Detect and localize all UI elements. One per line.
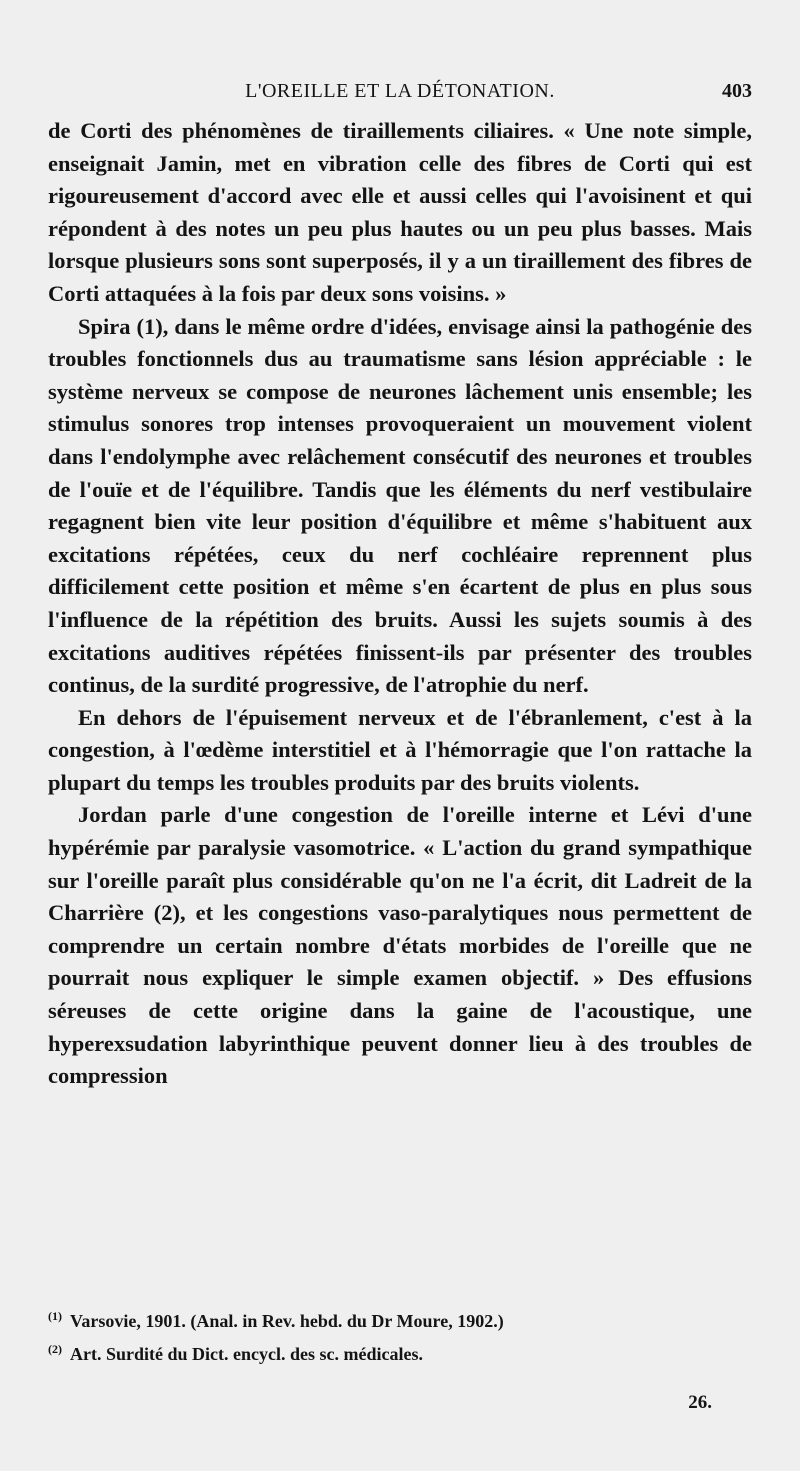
footnote — [48, 1335, 752, 1368]
footnote — [48, 1302, 752, 1335]
page-number: 403 — [722, 80, 752, 102]
footnotes — [48, 1302, 752, 1368]
page-header — [48, 80, 752, 110]
paragraph: Spira (1), dans le même ordre d'idées, envisage ainsi la pathogénie des troubles fonctionnels dus au traumatisme sans lésion appréciable : le système nerveux se compose de neurones lâchement unis ensemble; les stimulus sonores trop intenses provoqueraient un mouvement violent dans l'endolymphe avec relâchement consécutif des neurones et troubles de l'ouïe et de l'équilibre. Tandis que les éléments du nerf vestibulaire regagnent bien vite leur position d'équilibre et même s'habituent aux excitations répétées, ceux du nerf cochléaire reprennent plus difficilement cette position et même s'en écartent de plus en plus sous l'influence de la répétition des bruits. Aussi les sujets soumis à des excitations auditives répétées finissent-ils par présenter des troubles continus, de la surdité progressive, de l'atrophie du nerf. — [48, 313, 752, 698]
body-text — [48, 115, 752, 1093]
paragraph: Jordan parle d'une congestion de l'oreille interne et Lévi d'une hypérémie par paralysie vasomotrice. « L'action du grand sympathique sur l'oreille paraît plus considérable qu'on ne l'a écrit, dit Ladreit de la Charrière (2), et les congestions vaso-paralytiques nous permettent de comprendre un certain nombre d'états morbides de l'oreille que ne pourrait nous expliquer le simple examen objectif. » Des effusions séreuses de cette origine dans la gaine de l'acoustique, une hyperexsudation labyrinthique peuvent donner lieu à des troubles de compression — [48, 802, 752, 1089]
printer-signature: 26. — [688, 1392, 712, 1413]
footnote-text: Varsovie, 1901. (Anal. in Rev. hebd. du Dr Moure, 1902.) — [70, 1311, 504, 1331]
running-title: L'OREILLE ET LA DÉTONATION. — [245, 80, 555, 102]
footnote-mark: (2) — [48, 1342, 62, 1356]
footnote-text: Art. Surdité du Dict. encycl. des sc. médicales. — [70, 1344, 423, 1364]
paragraph: En dehors de l'épuisement nerveux et de l'ébranlement, c'est à la congestion, à l'œdème interstitiel et à l'hémorragie que l'on rattache la plupart du temps les troubles produits par des bruits violents. — [48, 704, 752, 795]
paragraph: de Corti des phénomènes de tiraillements ciliaires. « Une note simple, enseignait Jamin, met en vibration celle des fibres de Corti qui est rigoureusement d'accord avec elle et aussi celles qui l'avoisinent et qui répondent à des notes un peu plus hautes ou un peu plus basses. Mais lorsque plusieurs sons sont superposés, il y a un tiraillement des fibres de Corti attaquées à la fois par deux sons voisins. » — [48, 118, 752, 306]
footnote-mark: (1) — [48, 1309, 62, 1323]
